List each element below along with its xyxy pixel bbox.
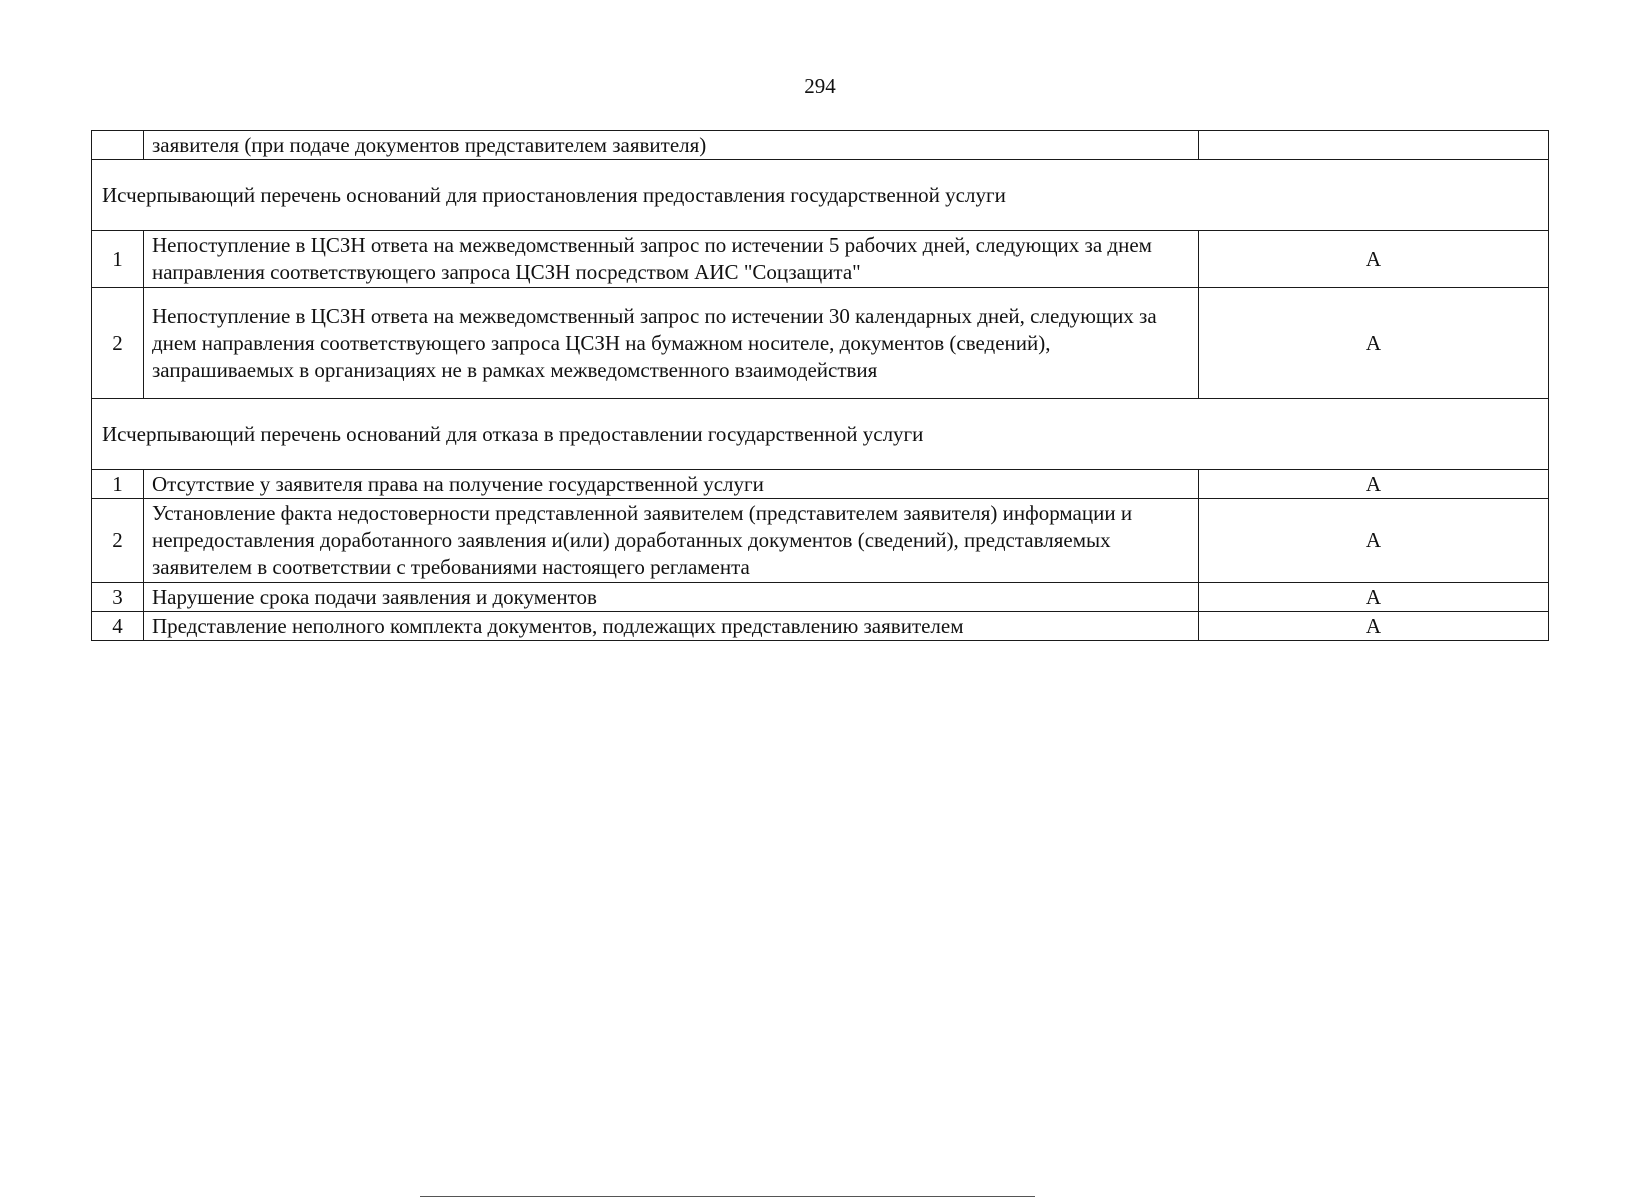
footer-divider <box>420 1196 1035 1197</box>
section-heading-row <box>92 399 1549 470</box>
table-row <box>92 499 1549 583</box>
row-number-cell <box>92 131 144 160</box>
row-number: 4 <box>92 612 144 641</box>
row-text: Нарушение срока подачи заявления и документов <box>144 583 1199 612</box>
row-text: заявителя (при подаче документов представителем заявителя) <box>144 131 1199 160</box>
grounds-table <box>91 130 1549 641</box>
table-row <box>92 612 1549 641</box>
row-number: 1 <box>92 470 144 499</box>
row-code: А <box>1199 583 1549 612</box>
row-code: А <box>1199 288 1549 399</box>
row-text: Установление факта недостоверности представленной заявителем (представителем заявителя) информации и непредоставления доработанного заявления и(или) доработанных документов (сведений), представляемых заявителем в соответствии с требованиями настоящего регламента <box>144 499 1199 583</box>
row-code: А <box>1199 499 1549 583</box>
table-row <box>92 470 1549 499</box>
row-code: А <box>1199 470 1549 499</box>
row-number: 2 <box>92 288 144 399</box>
row-code: А <box>1199 612 1549 641</box>
row-code <box>1199 131 1549 160</box>
continuation-row <box>92 131 1549 160</box>
row-text: Отсутствие у заявителя права на получение государственной услуги <box>144 470 1199 499</box>
page-number: 294 <box>804 74 836 98</box>
section-heading-suspension: Исчерпывающий перечень оснований для приостановления предоставления государственной услуги <box>92 160 1549 231</box>
row-text: Представление неполного комплекта документов, подлежащих представлению заявителем <box>144 612 1199 641</box>
table-row <box>92 288 1549 399</box>
row-number: 1 <box>92 231 144 288</box>
row-code: А <box>1199 231 1549 288</box>
row-number: 3 <box>92 583 144 612</box>
section-heading-refusal: Исчерпывающий перечень оснований для отказа в предоставлении государственной услуги <box>92 399 1549 470</box>
table-row <box>92 583 1549 612</box>
table-row <box>92 231 1549 288</box>
row-number: 2 <box>92 499 144 583</box>
row-text: Непоступление в ЦСЗН ответа на межведомственный запрос по истечении 5 рабочих дней, следующих за днем направления соответствующего запроса ЦСЗН посредством АИС "Соцзащита" <box>144 231 1199 288</box>
row-text: Непоступление в ЦСЗН ответа на межведомственный запрос по истечении 30 календарных дней, следующих за днем направления соответствующего запроса ЦСЗН на бумажном носителе, документов (сведений), запрашиваемых в организациях не в рамках межведомственного взаимодействия <box>144 288 1199 399</box>
section-heading-row <box>92 160 1549 231</box>
